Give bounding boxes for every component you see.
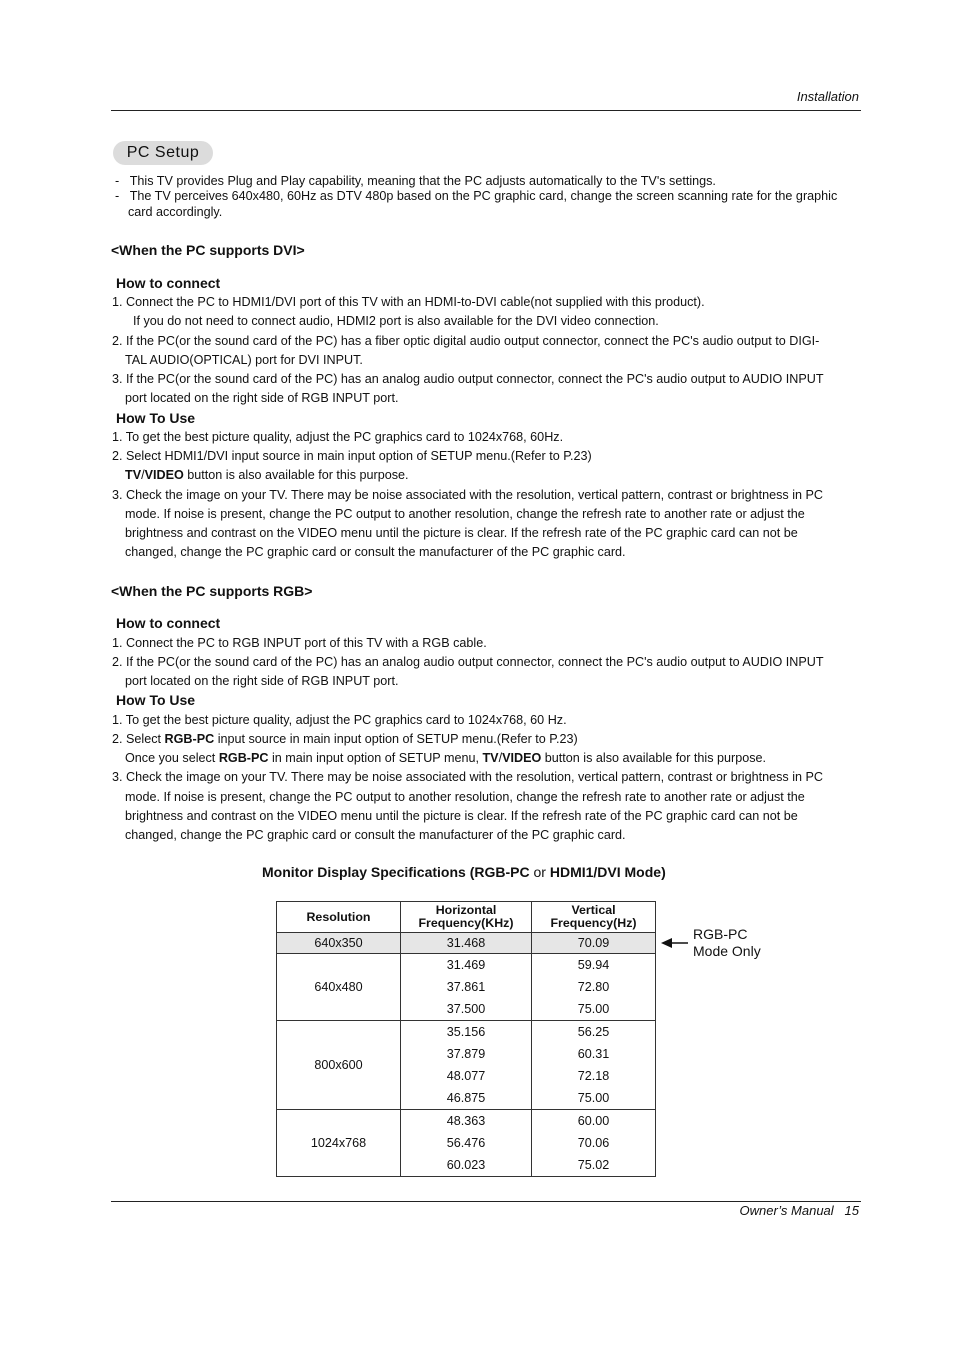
cell-vertical: 59.94 72.80 75.00 bbox=[532, 954, 656, 1021]
dvi-connect-line: 3. If the PC(or the sound card of the PC) has an analog audio output connector, connect the PC's audio output to AUDIO INPUT bbox=[112, 372, 824, 386]
cell-resolution: 640x350 bbox=[277, 933, 401, 954]
intro-bullet-1: - This TV provides Plug and Play capability, meaning that the PC adjusts automatically to the TV's settings. bbox=[115, 174, 716, 188]
rgb-use-line: 1. To get the best picture quality, adjust the PC graphics card to 1024x768, 60 Hz. bbox=[112, 713, 567, 727]
cell-horizontal: 31.469 37.861 37.500 bbox=[401, 954, 532, 1021]
table-row bbox=[277, 933, 656, 954]
rgb-pc-mode-note: RGB-PC Mode Only bbox=[693, 926, 761, 959]
dvi-connect-heading: How to connect bbox=[116, 275, 221, 291]
rgb-use-line: brightness and contrast on the VIDEO menu until the picture is clear. If the refresh rate of the PC graphic card can not be bbox=[125, 809, 798, 823]
dvi-use-line: TV/VIDEO button is also available for this purpose. bbox=[125, 468, 409, 482]
rgb-use-line: mode. If noise is present, change the PC output to another resolution, change the refresh rate to another rate or adjust the bbox=[125, 790, 805, 804]
intro-bullet-2: - The TV perceives 640x480, 60Hz as DTV 480p based on the PC graphic card, change the screen scanning rate for the graphic bbox=[115, 189, 838, 203]
footer-rule bbox=[111, 1201, 861, 1202]
rgb-use-line: 3. Check the image on your TV. There may be noise associated with the resolution, vertical pattern, contrast or brightness in PC bbox=[112, 770, 823, 784]
spec-table bbox=[276, 901, 656, 1177]
dvi-connect-line: If you do not need to connect audio, HDMI2 port is also available for the DVI video connection. bbox=[133, 314, 659, 328]
dvi-use-line: mode. If noise is present, change the PC output to another resolution, change the refresh rate to another rate or adjust the bbox=[125, 507, 805, 521]
rgb-use-line: changed, change the PC graphic card or consult the manufacturer of the PC graphic card. bbox=[125, 828, 626, 842]
dvi-connect-line: port located on the right side of RGB INPUT port. bbox=[125, 391, 399, 405]
header-rule bbox=[111, 110, 861, 111]
col-header-horizontal: Horizontal Frequency(KHz) bbox=[401, 902, 532, 933]
table-caption: Monitor Display Specifications (RGB-PC or HDMI1/DVI Mode) bbox=[262, 864, 666, 880]
col-header-resolution: Resolution bbox=[277, 902, 401, 933]
cell-vertical: 60.00 70.06 75.02 bbox=[532, 1110, 656, 1177]
dvi-heading: <When the PC supports DVI> bbox=[111, 242, 305, 258]
rgb-connect-heading: How to connect bbox=[116, 615, 221, 631]
cell-horizontal: 48.363 56.476 60.023 bbox=[401, 1110, 532, 1177]
dvi-connect-line: TAL AUDIO(OPTICAL) port for DVI INPUT. bbox=[125, 353, 363, 367]
cell-horizontal: 31.468 bbox=[401, 933, 532, 954]
arrow-left-icon bbox=[661, 936, 689, 950]
table-row bbox=[277, 1110, 656, 1177]
cell-horizontal: 35.156 37.879 48.077 46.875 bbox=[401, 1021, 532, 1110]
cell-resolution: 800x600 bbox=[277, 1021, 401, 1110]
rgb-use-heading: How To Use bbox=[116, 692, 196, 708]
rgb-use-line: 2. Select RGB-PC input source in main input option of SETUP menu.(Refer to P.23) bbox=[112, 732, 578, 746]
table-header-row bbox=[277, 902, 656, 933]
dvi-use-line: 2. Select HDMI1/DVI input source in main input option of SETUP menu.(Refer to P.23) bbox=[112, 449, 592, 463]
col-header-vertical: Vertical Frequency(Hz) bbox=[532, 902, 656, 933]
cell-resolution: 1024x768 bbox=[277, 1110, 401, 1177]
cell-vertical: 70.09 bbox=[532, 933, 656, 954]
dvi-use-heading: How To Use bbox=[116, 410, 196, 426]
dvi-use-line: brightness and contrast on the VIDEO menu until the picture is clear. If the refresh rate of the PC graphic card can not be bbox=[125, 526, 798, 540]
page-footer: Owner’s Manual 15 bbox=[739, 1203, 859, 1218]
dvi-use-line: 3. Check the image on your TV. There may be noise associated with the resolution, vertical pattern, contrast or brightness in PC bbox=[112, 488, 823, 502]
table-row bbox=[277, 1021, 656, 1110]
rgb-connect-line: port located on the right side of RGB INPUT port. bbox=[125, 674, 399, 688]
intro-bullet-2-cont: card accordingly. bbox=[128, 205, 223, 219]
dvi-use-line: changed, change the PC graphic card or consult the manufacturer of the PC graphic card. bbox=[125, 545, 626, 559]
rgb-use-line: Once you select RGB-PC in main input option of SETUP menu, TV/VIDEO button is also available for this purpose. bbox=[125, 751, 767, 765]
section-title: PC Setup bbox=[113, 141, 213, 165]
page-number: 15 bbox=[844, 1203, 859, 1218]
rgb-connect-line: 2. If the PC(or the sound card of the PC) has an analog audio output connector, connect the PC's audio output to AUDIO INPUT bbox=[112, 655, 824, 669]
running-header: Installation bbox=[796, 89, 859, 104]
cell-resolution: 640x480 bbox=[277, 954, 401, 1021]
dvi-connect-line: 1. Connect the PC to HDMI1/DVI port of this TV with an HDMI-to-DVI cable(not supplied with this product). bbox=[112, 295, 705, 309]
rgb-heading: <When the PC supports RGB> bbox=[111, 583, 313, 599]
dvi-connect-line: 2. If the PC(or the sound card of the PC) has a fiber optic digital audio output connector, connect the PC's audio output to DIGI- bbox=[112, 334, 820, 348]
table-row bbox=[277, 954, 656, 1021]
rgb-connect-line: 1. Connect the PC to RGB INPUT port of this TV with a RGB cable. bbox=[112, 636, 487, 650]
cell-vertical: 56.25 60.31 72.18 75.00 bbox=[532, 1021, 656, 1110]
dvi-use-line: 1. To get the best picture quality, adjust the PC graphics card to 1024x768, 60Hz. bbox=[112, 430, 564, 444]
